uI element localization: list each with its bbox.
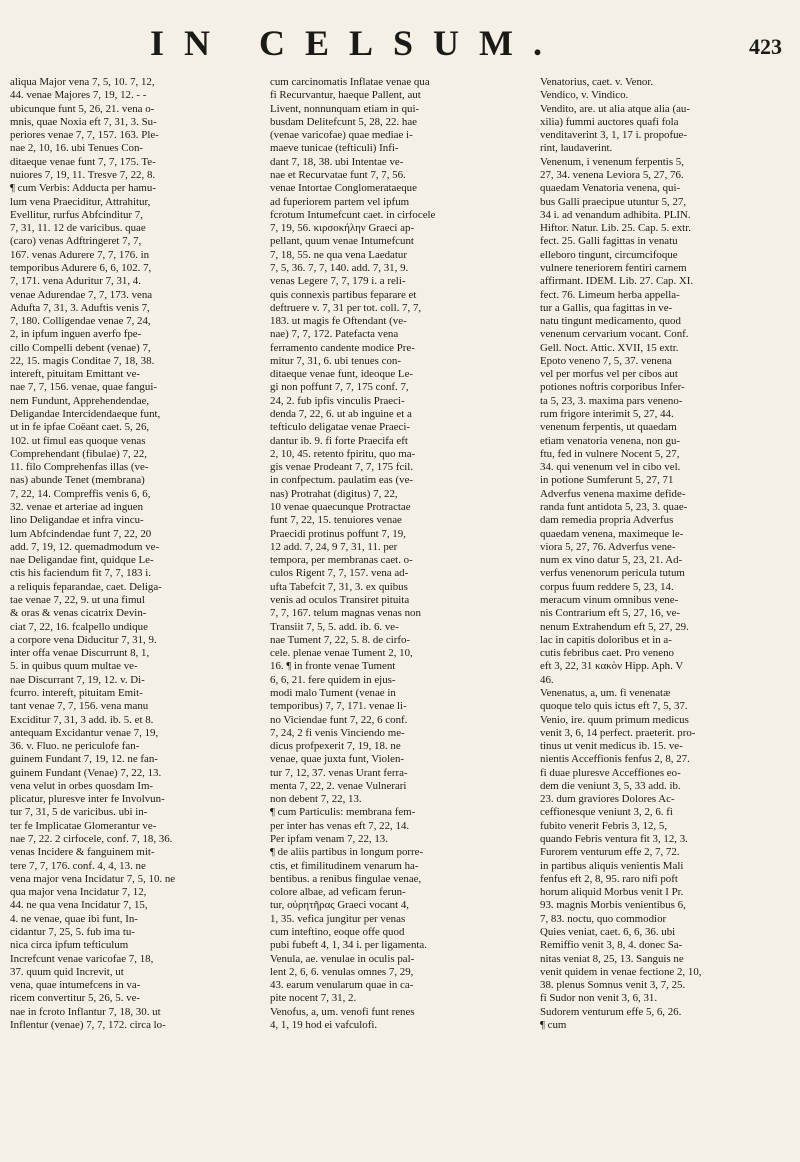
- text-line: verfus venenorum pericula tutum: [540, 567, 685, 580]
- text-line: corpus fuum reddere 5, 23, 14.: [540, 580, 674, 593]
- text-line: fect. 76. Limeum herba appella-: [540, 288, 680, 301]
- text-line: 7, 5, 36. 7, 7, 140. add. 7, 31, 9.: [270, 261, 409, 274]
- text-line: pubi fubeft 4, 1, 34 i. per ligamenta.: [270, 939, 427, 952]
- text-line: no Viciendae funt 7, 22, 6 conf.: [270, 713, 408, 726]
- text-line: ciat 7, 22, 16. fcalpello undique: [10, 620, 148, 633]
- text-line: nem Fundunt, Apprehendendae,: [10, 394, 150, 407]
- text-line: vel per morfus vel per cibos aut: [540, 368, 678, 381]
- text-line: venae, quae juxta funt, Violen-: [270, 753, 405, 766]
- text-line: funt 7, 22, 15. tenuiores venae: [270, 514, 402, 527]
- text-line: cele. plenae venae Tument 2, 10,: [270, 647, 413, 660]
- text-line: 7, 180. Colligendae venae 7, 24,: [10, 315, 151, 328]
- text-line: Adufta 7, 31, 3. Aduftis venis 7,: [10, 301, 150, 314]
- text-line: Venatorius, caet. v. Venor.: [540, 76, 654, 88]
- text-line: venditaverint 3, 1, 17 i. propofue-: [540, 129, 687, 142]
- text-line: ¶ cum: [540, 1018, 567, 1031]
- text-line: maeve tunicae (tefticuli) Infi-: [270, 142, 399, 155]
- text-line: nas) Protrahat (digitus) 7, 22,: [270, 487, 398, 500]
- text-line: nuiores 7, 19, 11. Tresve 7, 22, 8.: [10, 168, 156, 181]
- text-line: quando Febris ventura fit 3, 12, 3.: [540, 833, 688, 846]
- text-line: Hiftor. Natur. Lib. 25. Cap. 5. extr.: [540, 222, 691, 235]
- text-line: quis connexis partibus feparare et: [270, 288, 417, 301]
- text-line: 36. v. Fluo. ne periculofe fan-: [10, 740, 140, 753]
- text-line: nenum Extrahendum eft 5, 27, 29.: [540, 620, 689, 633]
- text-line: gis venae Prodeant 7, 7, 175 fcil.: [270, 461, 414, 474]
- text-line: mnis, quae Noxia eft 7, 31, 3. Su-: [10, 115, 157, 128]
- text-line: Adverfus venena maxime defide-: [540, 487, 686, 500]
- text-line: a corpore vena Diducitur 7, 31, 9.: [10, 633, 157, 646]
- text-line: affirmant. IDEM. Lib. 27. Cap. XI.: [540, 275, 694, 288]
- text-line: ditaeque venae funt 7, 7, 175. Te-: [10, 155, 156, 168]
- text-line: ¶ cum Particulis: membrana fem-: [270, 806, 416, 819]
- text-line: periores venae 7, 7, 157. 163. Ple-: [10, 129, 159, 142]
- text-line: mitur 7, 31, 6. ubi tenues con-: [270, 354, 401, 367]
- text-line: pellant, quum venae Intumefcunt: [270, 235, 414, 248]
- text-line: ubicunque funt 5, 26, 21. vena o-: [10, 102, 155, 115]
- text-line: tefticulo deligatae venae Praeci-: [270, 421, 410, 434]
- text-line: in potione Sumferunt 5, 27, 71: [540, 474, 674, 487]
- text-line: venenum ferpentis, ut quaedam: [540, 421, 677, 434]
- text-line: aliqua Major vena 7, 5, 10. 7, 12,: [10, 76, 155, 88]
- text-line: tere 7, 7, 176. conf. 4, 4, 13. ne: [10, 859, 146, 872]
- text-line: cillo Compelli debent (venae) 7,: [10, 341, 151, 354]
- text-line: Evellitur, rurfus Abfcinditur 7,: [10, 208, 143, 221]
- text-line: guinem Fundant 7, 19, 12. ne fan-: [10, 753, 158, 766]
- text-line: ad fuperiorem partem vel ipfum: [270, 195, 410, 208]
- text-line: Livent, nonnunquam etiam in qui-: [270, 102, 420, 115]
- text-line: Gell. Noct. Attic. XVII, 15 extr.: [540, 341, 679, 354]
- text-line: natu tingunt medicamento, quod: [540, 315, 681, 328]
- text-line: Venenatus, a, um. fi venenatæ: [540, 686, 671, 699]
- text-line: bentibus. a renibus fingulae venae,: [270, 872, 422, 885]
- running-head: IN CELSUM.: [150, 23, 563, 63]
- text-line: Venofus, a, um. venofi funt renes: [270, 1005, 415, 1018]
- text-line: tae venae 7, 22, 9. ut una fimul: [10, 593, 145, 606]
- text-line: 7, 22, 14. Compreffis venis 6, 6,: [10, 487, 151, 500]
- text-line: Inflentur (venae) 7, 7, 172. circa lo-: [10, 1018, 166, 1031]
- text-line: 44. venae Majores 7, 19, 12. - -: [10, 89, 147, 102]
- text-line: (caro) venas Adftringeret 7, 7,: [10, 235, 142, 248]
- text-line: Remiffio venit 3, 8, 4. donec Sa-: [540, 939, 683, 952]
- text-line: add. 7, 19, 12. quemadmodum ve-: [10, 540, 160, 553]
- text-line: 7, 171. vena Aduritur 7, 31, 4.: [10, 275, 141, 288]
- text-line: Vendico, v. Vindico.: [540, 89, 629, 102]
- text-line: Venenum, i venenum ferpentis 5,: [540, 155, 684, 168]
- text-line: lac in capitis doloribus et in a-: [540, 633, 672, 646]
- text-line: fect. 25. Galli fagittas in venatu: [540, 235, 678, 248]
- text-line: ¶ cum Verbis: Adducta per hamu-: [10, 182, 156, 195]
- text-line: 23. dum graviores Dolores Ac-: [540, 793, 675, 806]
- text-line: nae) 7, 7, 172. Patefacta vena: [270, 328, 399, 341]
- text-line: 22, 15. magis Conditae 7, 18, 38.: [10, 354, 155, 367]
- text-line: 44. ne qua vena Incidatur 7, 15,: [10, 899, 148, 912]
- text-line: menta 7, 22, 2. venae Vulnerari: [270, 779, 407, 792]
- text-line: nae 2, 10, 16. ubi Tenues Con-: [10, 142, 144, 155]
- text-line: colore albae, ad veficam ferun-: [270, 886, 406, 899]
- text-line: Comprehendant (fibulae) 7, 22,: [10, 447, 147, 460]
- text-line: fi duae pluresve Acceffiones eo-: [540, 766, 681, 779]
- text-line: intereft, pituitam Emittant ve-: [10, 368, 141, 381]
- text-line: 7, 18, 55. ne qua vena Laedatur: [270, 248, 407, 261]
- text-line: denda 7, 22, 6. ut ab inguine et a: [270, 408, 412, 421]
- text-line: 11. filo Comprehenfas illas (ve-: [10, 461, 149, 474]
- text-line: venenum cervarium vocant. Conf.: [540, 328, 689, 341]
- text-line: 10 venae quaecunque Protractae: [270, 501, 411, 513]
- text-line: cum inteftino, eoque offe quod: [270, 926, 405, 938]
- text-line: tur 7, 12, 37. venas Urant ferra-: [270, 766, 408, 779]
- text-line: horum aliquid Morbus venit I Pr.: [540, 886, 684, 899]
- text-line: 2, 10, 45. retento fpiritu, quo ma-: [270, 447, 416, 460]
- text-line: rint, laudaverint.: [540, 142, 613, 155]
- text-line: fcurro. intereft, pituitam Emit-: [10, 686, 143, 699]
- text-line: 102. ut fimul eas quoque venas: [10, 434, 146, 447]
- text-line: nis Contrarium eft 5, 27, 16, ve-: [540, 607, 681, 620]
- text-line: 24, 2. fub ipfis vinculis Praeci-: [270, 394, 405, 407]
- text-line: 7, 24, 2 fi venis Vinciendo me-: [270, 726, 405, 739]
- text-line: Sudorem venturum effe 5, 6, 26.: [540, 1005, 682, 1018]
- text-line: rum frigore interimit 5, 27, 44.: [540, 408, 674, 421]
- text-line: 2, in ipfum inguen averfo fpe-: [10, 328, 142, 341]
- text-line: tur, οὐρητῆρας Graeci vocant 4,: [270, 899, 409, 912]
- text-line: 7, 83. noctu, quo commodior: [540, 912, 667, 925]
- text-line: in confpectum. paulatim eas (ve-: [270, 474, 414, 487]
- text-line: fi Recurvantur, haeque Pallent, aut: [270, 89, 421, 102]
- text-line: Venula, ae. venulae in oculis pal-: [270, 952, 415, 965]
- text-line: gi non poffunt 7, 7, 175 conf. 7,: [270, 381, 409, 394]
- text-line: 4, 1, 19 hod ei vafculofi.: [270, 1018, 378, 1031]
- text-line: 6, 6, 21. fere quidem in ejus-: [270, 673, 396, 686]
- text-line: ditaeque venae funt, ideoque Le-: [270, 368, 414, 381]
- text-line: qua major vena Incidatur 7, 12,: [10, 886, 147, 899]
- page-header: [0, 14, 800, 70]
- text-line: randa funt antidota 5, 23, 3. quae-: [540, 501, 688, 513]
- text-line: 32. venae et arteriae ad inguen: [10, 501, 144, 513]
- text-line: 43. earum venularum quae in ca-: [270, 979, 414, 992]
- text-columns: [0, 76, 800, 1156]
- text-line: Praecidi protinus poffunt 7, 19,: [270, 527, 406, 540]
- text-line: 16. ¶ in fronte venae Tument: [270, 660, 396, 673]
- text-line: pite nocent 7, 31, 2.: [270, 992, 357, 1005]
- text-line: venas Incidere & fanguinem mit-: [10, 846, 155, 859]
- text-line: 27, 34. venena Leviora 5, 27, 76.: [540, 168, 684, 181]
- text-line: cum carcinomatis Inflatae venae qua: [270, 76, 430, 88]
- text-line: ricem convertitur 5, 26, 5. ve-: [10, 992, 141, 1005]
- text-line: dam remedia propria Adverfus: [540, 514, 674, 527]
- text-line: tur 7, 31, 5 de varicibus. ubi in-: [10, 806, 148, 819]
- text-line: nae 7, 22. 2 cirfocele, conf. 7, 18, 36.: [10, 833, 173, 846]
- text-line: Furorem venturum effe 2, 7, 72.: [540, 846, 680, 859]
- text-column-middle: [270, 76, 528, 1032]
- text-line: 7, 31, 11. 12 de varicibus. quae: [10, 222, 146, 235]
- text-line: vena velut in orbes quosdam Im-: [10, 779, 154, 792]
- text-line: eft 3, 22, 31 κακὸν Hipp. Aph. V: [540, 660, 684, 673]
- text-line: ta 5, 23, 3. maxima pars veneno-: [540, 394, 683, 407]
- text-line: vena major vena Incidatur 7, 5, 10. ne: [10, 872, 176, 885]
- text-line: tant venae 7, 7, 156. vena manu: [10, 700, 149, 713]
- text-line: lino Deligandae et infra vincu-: [10, 514, 144, 527]
- text-line: 4. ne venae, quae ibi funt, In-: [10, 912, 138, 925]
- text-line: ceffionesque veniunt 3, 2, 6. fi: [540, 806, 673, 819]
- text-line: fubito venerit Febris 3, 12, 5,: [540, 819, 668, 832]
- text-line: in partibus aliquis venientis Mali: [540, 859, 684, 872]
- text-line: 5. in quibus quum multae ve-: [10, 660, 138, 673]
- text-line: num ex vino datur 5, 23, 21. Ad-: [540, 554, 683, 567]
- text-line: nae 7, 7, 156. venae, quae fangui-: [10, 381, 157, 394]
- text-line: venit 3, 6, 14 perfect. praeterit. pro-: [540, 726, 696, 739]
- text-line: venas Legere 7, 7, 179 i. a reli-: [270, 275, 406, 288]
- text-line: tempora, per membranas caet. o-: [270, 554, 413, 567]
- text-line: viora 5, 27, 76. Adverfus vene-: [540, 540, 676, 553]
- text-line: Deligandae Intercidendaeque funt,: [10, 408, 161, 421]
- text-line: nas) abunde Tenet (membrana): [10, 474, 145, 487]
- text-line: nitas veniat 8, 25, 13. Sanguis ne: [540, 952, 684, 965]
- text-line: elleboro tingunt, circumcifoque: [540, 248, 678, 261]
- text-line: meracum vinum omnibus vene-: [540, 593, 679, 606]
- text-line: dicus profpexerit 7, 19, 18. ne: [270, 740, 401, 753]
- text-line: tinus ut venit medicus ib. 15. ve-: [540, 740, 683, 753]
- text-line: 183. ut magis fe Oftendant (ve-: [270, 315, 407, 328]
- text-line: 7, 19, 56. κιρσοκήλην Graeci ap-: [270, 222, 415, 235]
- text-line: Quies veniat, caet. 6, 6, 36. ubi: [540, 926, 676, 938]
- text-line: bus Galli praecipue utuntur 5, 27,: [540, 195, 687, 208]
- text-line: fenfus eft 2, 8, 95. raro nifi poft: [540, 872, 678, 885]
- text-line: guinem Fundant (Venae) 7, 22, 13.: [10, 766, 162, 779]
- text-line: non debent 7, 22, 13.: [270, 793, 362, 806]
- text-line: 34 i. ad venandum adhibita. PLIN.: [540, 208, 691, 221]
- text-line: ctis his faciendum fit 7, 7, 183 i.: [10, 567, 151, 580]
- text-line: venae Intortae Conglomerataeque: [270, 182, 417, 195]
- text-line: vulnere teneriorem fentiri carnem: [540, 261, 687, 274]
- text-line: a reliquis feparandae, caet. Deliga-: [10, 580, 162, 593]
- text-line: Epoto veneno 7, 5, 37. venena: [540, 354, 672, 367]
- text-line: Exciditur 7, 31, 3 add. ib. 5. et 8.: [10, 713, 154, 726]
- text-line: lum vena Praeciditur, Attrahitur,: [10, 195, 151, 208]
- text-line: plicatur, pluresve inter fe Involvun-: [10, 793, 165, 806]
- text-line: dem die veniunt 3, 5, 33 add. ib.: [540, 779, 681, 792]
- text-line: venit quidem in venae fectione 2, 10,: [540, 965, 702, 978]
- text-line: 12 add. 7, 24, 9 7, 31, 11. per: [270, 540, 398, 553]
- text-line: tur a Gallis, qua fagittas in ve-: [540, 301, 673, 314]
- text-line: 1, 35. vefica jungitur per venas: [270, 912, 406, 925]
- text-line: quaedam Venatoria venena, qui-: [540, 182, 681, 195]
- text-line: 167. venas Adurere 7, 7, 176. in: [10, 248, 150, 261]
- text-line: ufta Tabefcit 7, 31, 3. ex quibus: [270, 580, 408, 593]
- text-line: Increfcunt venae varicofae 7, 18,: [10, 952, 154, 965]
- text-line: ctis, et fimilitudinem venarum ha-: [270, 859, 419, 872]
- text-line: 37. quum quid Increvit, ut: [10, 965, 124, 978]
- text-line: lum Abfcindendae funt 7, 22, 20: [10, 527, 152, 540]
- text-line: venis ad oculos Transiret pituita: [270, 593, 410, 606]
- text-line: etiam venatoria venena, non gu-: [540, 434, 681, 447]
- text-line: cidantur 7, 25, 5. fub ima tu-: [10, 926, 135, 938]
- text-line: fi Sudor non venit 3, 6, 31.: [540, 992, 658, 1005]
- text-line: nientis Acceffionis fenfus 2, 8, 27.: [540, 753, 690, 766]
- text-line: lent 2, 6, 6. venulas omnes 7, 29,: [270, 965, 414, 978]
- text-line: fcrotum Intumefcunt caet. in cirfocele: [270, 208, 436, 221]
- text-line: nae Deligandae fint, quidque Le-: [10, 554, 154, 567]
- text-line: 93. magnis Morbis venientibus 6,: [540, 899, 686, 912]
- text-line: 7, 7, 167. telum magnas venas non: [270, 607, 421, 620]
- text-line: potiones noftris corporibus Infer-: [540, 381, 685, 394]
- text-line: ftu, fed in vulnere Nocent 5, 27,: [540, 447, 680, 460]
- text-line: venae Adurendae 7, 7, 173. vena: [10, 288, 153, 301]
- text-line: modi malo Tument (venae in: [270, 686, 396, 699]
- text-line: Vendito, are. ut alia atque alia (au-: [540, 102, 690, 115]
- text-line: deftruere v. 7, 31 per tot. coll. 7, 7,: [270, 301, 422, 314]
- text-line: busdam Delitefcunt 5, 28, 22. hae: [270, 115, 417, 128]
- text-line: ferramento candente modice Pre-: [270, 341, 415, 354]
- text-line: inter offa venae Discurrunt 8, 1,: [10, 647, 150, 660]
- text-line: nica circa ipfum tefticulum: [10, 939, 129, 952]
- text-line: Per ipfam venam 7, 22, 13.: [270, 833, 388, 846]
- text-line: ¶ de aliis partibus in longum porre-: [270, 846, 424, 859]
- text-line: Transiit 7, 5, 5. add. ib. 6. ve-: [270, 620, 399, 633]
- text-line: dantur ib. 9. fi forte Praecifa eft: [270, 434, 408, 447]
- text-line: 38. plenus Somnus venit 3, 7, 25.: [540, 979, 686, 992]
- text-line: temporibus) 7, 7, 171. venae li-: [270, 700, 407, 713]
- text-line: quoque telo quis ictus eft 7, 5, 37.: [540, 700, 688, 713]
- text-line: (venae varicofae) quae mediae i-: [270, 129, 413, 142]
- text-line: Venio, ire. quum primum medicus: [540, 713, 689, 726]
- page-number: 423: [749, 34, 782, 59]
- text-line: culos Rigent 7, 7, 157. vena ad-: [270, 567, 409, 580]
- text-line: vena, quae intumefcens in va-: [10, 979, 141, 992]
- text-line: nae Discurrant 7, 19, 12. v. Di-: [10, 673, 145, 686]
- text-column-left: [10, 76, 258, 1032]
- text-line: & oras & venas cicatrix Devin-: [10, 607, 147, 620]
- text-line: antequam Excidantur venae 7, 19,: [10, 726, 159, 739]
- text-line: cutis febribus caet. Pro veneno: [540, 647, 674, 660]
- text-line: per inter has venas eft 7, 22, 14.: [270, 819, 410, 832]
- text-line: 34. qui venenum vel in cibo vel.: [540, 461, 681, 474]
- text-line: quaedam venena, maximeque le-: [540, 527, 684, 540]
- text-column-right: [540, 76, 795, 1032]
- text-line: temporibus Adurere 6, 6, 102. 7,: [10, 261, 152, 274]
- text-line: 46.: [540, 673, 554, 686]
- text-line: ut in fe ipfae Coëant caet. 5, 26,: [10, 421, 150, 434]
- text-line: dant 7, 18, 38. ubi Intentae ve-: [270, 155, 404, 168]
- text-line: nae Tument 7, 22, 5. 8. de cirfo-: [270, 633, 411, 646]
- text-line: nae et Recurvatae funt 7, 7, 56.: [270, 168, 406, 181]
- text-line: xilia) fummi auctores quafi fola: [540, 115, 679, 128]
- text-line: nae in fcroto Inflantur 7, 18, 30. ut: [10, 1005, 161, 1018]
- text-line: ter fe Implicatae Glomerantur ve-: [10, 819, 157, 832]
